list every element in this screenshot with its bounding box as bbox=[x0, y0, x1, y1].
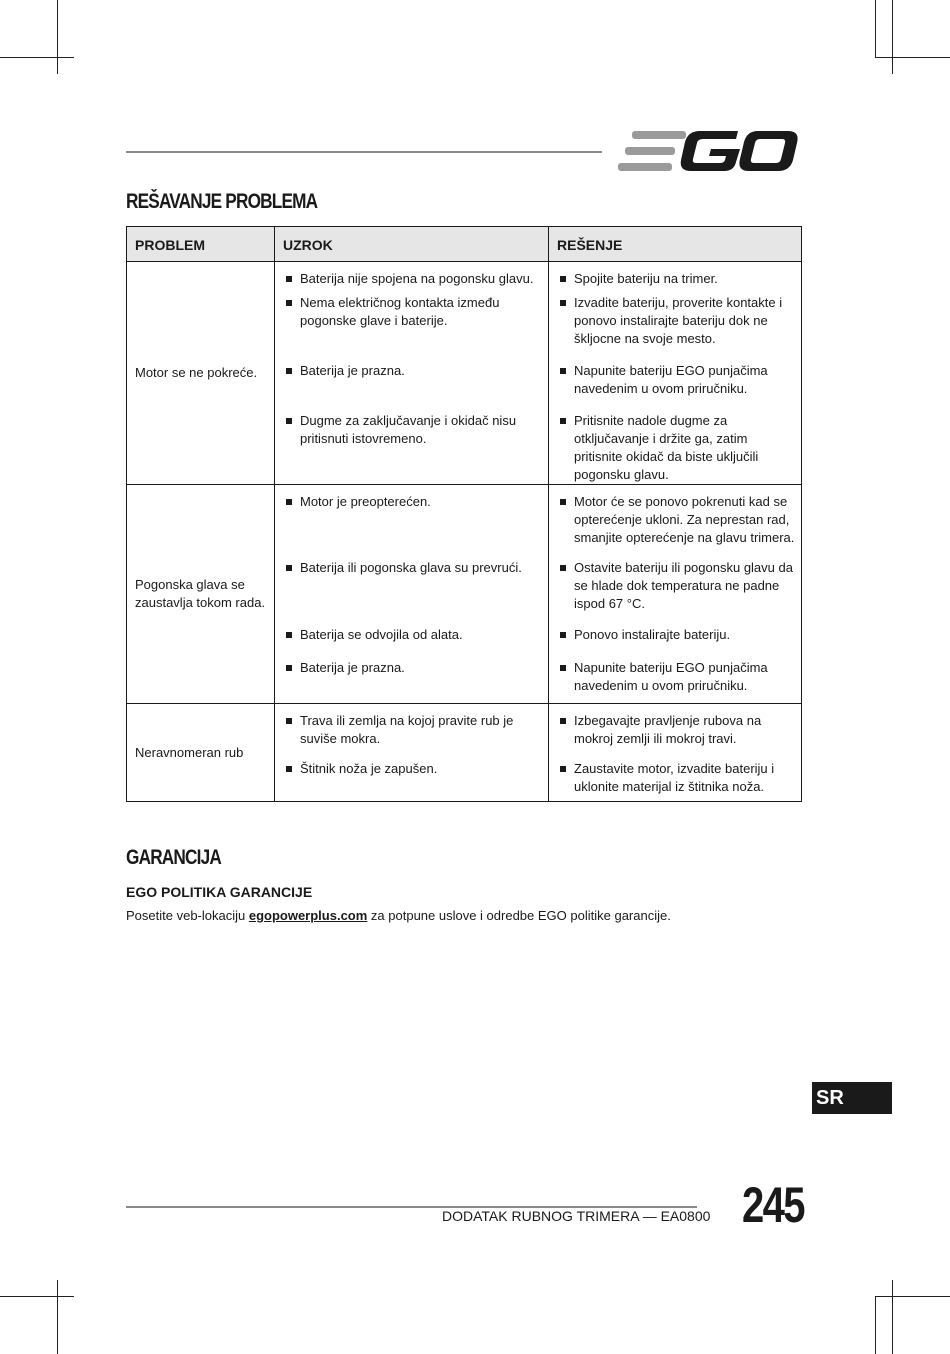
cause-item: Baterija nije spojena na pogonsku glavu. bbox=[275, 270, 548, 294]
table-row bbox=[127, 485, 802, 704]
crop-mark bbox=[0, 57, 74, 58]
warranty-link[interactable]: egopowerplus.com bbox=[248, 908, 368, 923]
troubleshooting-table bbox=[126, 226, 802, 802]
solution-item: Ponovo instalirajte bateriju. bbox=[549, 626, 801, 659]
column-header-problem: PROBLEM bbox=[127, 227, 275, 262]
problem-cell: Neravnomeran rub bbox=[127, 704, 275, 802]
crop-mark bbox=[875, 1296, 876, 1354]
crop-mark bbox=[876, 1296, 950, 1297]
footer-doc-title: DODATAK RUBNOG TRIMERA — EA0800 bbox=[442, 1208, 711, 1224]
cause-item: Baterija je prazna. bbox=[275, 659, 548, 703]
crop-mark bbox=[57, 1280, 58, 1354]
solution-cell bbox=[549, 262, 802, 485]
cause-item: Trava ili zemlja na kojoj pravite rub je suviše mokra. bbox=[275, 712, 548, 760]
cause-item: Štitnik noža je zapušen. bbox=[275, 760, 548, 801]
cause-item: Baterija se odvojila od alata. bbox=[275, 626, 548, 659]
crop-mark bbox=[892, 1280, 893, 1354]
crop-mark bbox=[892, 0, 893, 74]
solution-item: Motor će se ponovo pokrenuti kad se opterećenje ukloni. Za neprestan rad, smanjite opterećenje na glavu trimera. bbox=[549, 493, 801, 559]
cause-item: Nema električnog kontakta između pogonske glave i baterije. bbox=[275, 294, 548, 362]
table-row bbox=[127, 704, 802, 802]
solution-item: Ostavite bateriju ili pogonsku glavu da se hlade dok temperatura ne padne ispod 67 °C. bbox=[549, 559, 801, 626]
language-tab: SR bbox=[812, 1082, 892, 1114]
solution-item: Izvadite bateriju, proverite kontakte i ponovo instalirajte bateriju dok ne škljocne na svoje mesto. bbox=[549, 294, 801, 362]
warranty-paragraph bbox=[126, 908, 671, 923]
cause-item: Motor je preopterećen. bbox=[275, 493, 548, 559]
section-title-troubleshooting: REŠAVANJE PROBLEMA bbox=[126, 190, 318, 213]
crop-mark bbox=[0, 1296, 74, 1297]
solution-item: Napunite bateriju EGO punjačima navedenim u ovom priručniku. bbox=[549, 362, 801, 412]
table-row bbox=[127, 262, 802, 485]
ego-logo bbox=[616, 130, 800, 172]
crop-mark bbox=[875, 0, 876, 58]
solution-cell bbox=[549, 485, 802, 704]
cause-cell bbox=[275, 704, 549, 802]
page-number: 245 bbox=[742, 1177, 804, 1233]
cause-item: Baterija je prazna. bbox=[275, 362, 548, 412]
solution-cell bbox=[549, 704, 802, 802]
cause-cell bbox=[275, 485, 549, 704]
column-header-cause: UZROK bbox=[275, 227, 549, 262]
problem-cell: Pogonska glava se zaustavlja tokom rada. bbox=[127, 485, 275, 704]
solution-item: Napunite bateriju EGO punjačima navedenim u ovom priručniku. bbox=[549, 659, 801, 703]
cause-item: Dugme za zaključavanje i okidač nisu pritisnuti istovremeno. bbox=[275, 412, 548, 484]
solution-item: Izbegavajte pravljenje rubova na mokroj zemlji ili mokroj travi. bbox=[549, 712, 801, 760]
solution-item: Pritisnite nadole dugme za otključavanje i držite ga, zatim pritisnite okidač da biste uključili pogonsku glavu. bbox=[549, 412, 801, 484]
cause-item: Baterija ili pogonska glava su prevrući. bbox=[275, 559, 548, 626]
crop-mark bbox=[876, 57, 950, 58]
warranty-subtitle: EGO POLITIKA GARANCIJE bbox=[126, 884, 313, 900]
warranty-text-before: Posetite veb-lokaciju bbox=[126, 908, 249, 923]
crop-mark bbox=[57, 0, 58, 74]
column-header-solution: REŠENJE bbox=[549, 227, 802, 262]
problem-cell: Motor se ne pokreće. bbox=[127, 262, 275, 485]
header-rule bbox=[126, 151, 602, 153]
cause-cell bbox=[275, 262, 549, 485]
warranty-text-after: za potpune uslove i odredbe EGO politike garancije. bbox=[367, 908, 671, 923]
section-title-warranty: GARANCIJA bbox=[126, 846, 221, 869]
solution-item: Spojite bateriju na trimer. bbox=[549, 270, 801, 294]
solution-item: Zaustavite motor, izvadite bateriju i uklonite materijal iz štitnika noža. bbox=[549, 760, 801, 801]
table-header-row bbox=[127, 227, 802, 262]
